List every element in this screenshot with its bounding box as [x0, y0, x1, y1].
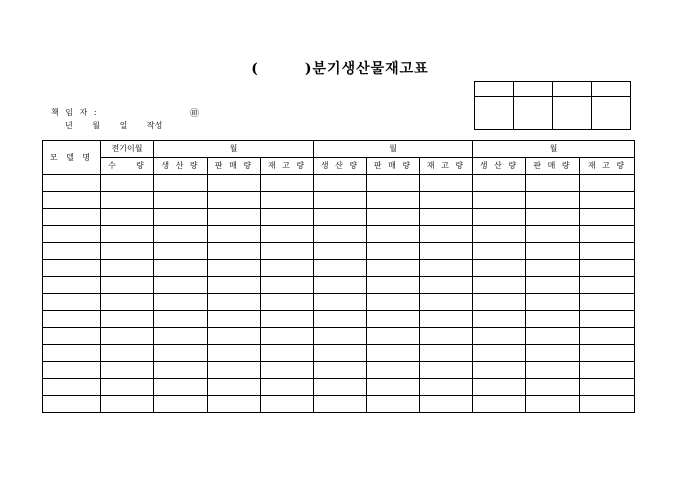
- table-row: [43, 226, 635, 243]
- table-cell: [314, 260, 367, 277]
- table-cell: [367, 396, 420, 413]
- table-cell: [154, 226, 208, 243]
- model-name-cell: [43, 345, 101, 362]
- table-cell: [367, 345, 420, 362]
- responsible-person-label: 책 임 자 :: [51, 108, 99, 117]
- date-day-label: 일: [119, 121, 128, 130]
- prev-month-header: 전기이월: [101, 141, 154, 158]
- table-cell: [367, 328, 420, 345]
- table-cell: [314, 345, 367, 362]
- table-cell: [526, 345, 580, 362]
- table-cell: [580, 396, 635, 413]
- table-cell: [154, 328, 208, 345]
- table-cell: [101, 192, 154, 209]
- table-cell: [261, 192, 314, 209]
- table-cell: [208, 311, 261, 328]
- seal-mark: ㊞: [190, 109, 200, 119]
- table-cell: [420, 362, 473, 379]
- approval-sign-cell: [514, 97, 553, 130]
- table-cell: [314, 226, 367, 243]
- table-cell: [261, 260, 314, 277]
- table-cell: [420, 226, 473, 243]
- model-name-cell: [43, 192, 101, 209]
- model-name-cell: [43, 379, 101, 396]
- table-cell: [473, 226, 526, 243]
- table-cell: [314, 362, 367, 379]
- table-cell: [473, 396, 526, 413]
- table-cell: [261, 277, 314, 294]
- table-row: [43, 243, 635, 260]
- table-cell: [154, 379, 208, 396]
- approval-header-cell: [475, 82, 514, 97]
- table-cell: [261, 243, 314, 260]
- table-cell: [101, 328, 154, 345]
- month-3-production-header: 생 산 량: [473, 158, 526, 175]
- table-row: [43, 294, 635, 311]
- model-name-cell: [43, 328, 101, 345]
- table-cell: [367, 362, 420, 379]
- table-cell: [473, 243, 526, 260]
- table-cell: [580, 294, 635, 311]
- title-open-paren: (: [251, 61, 259, 77]
- table-cell: [154, 311, 208, 328]
- table-cell: [580, 345, 635, 362]
- date-written-label: 작성: [146, 121, 163, 130]
- model-name-cell: [43, 362, 101, 379]
- table-cell: [367, 379, 420, 396]
- table-row: [43, 396, 635, 413]
- table-cell: [261, 209, 314, 226]
- table-row: [43, 362, 635, 379]
- table-cell: [154, 175, 208, 192]
- table-row: [43, 192, 635, 209]
- table-cell: [367, 226, 420, 243]
- table-cell: [367, 209, 420, 226]
- table-row: [43, 277, 635, 294]
- table-cell: [154, 209, 208, 226]
- table-cell: [314, 396, 367, 413]
- table-cell: [473, 379, 526, 396]
- table-cell: [473, 328, 526, 345]
- table-cell: [367, 277, 420, 294]
- table-cell: [473, 311, 526, 328]
- table-cell: [208, 209, 261, 226]
- table-cell: [473, 294, 526, 311]
- table-row: [43, 345, 635, 362]
- month-2-sales-header: 판 매 량: [367, 158, 420, 175]
- model-name-cell: [43, 277, 101, 294]
- table-row: [43, 175, 635, 192]
- table-cell: [420, 396, 473, 413]
- table-cell: [208, 277, 261, 294]
- table-cell: [208, 260, 261, 277]
- table-cell: [101, 345, 154, 362]
- table-cell: [420, 294, 473, 311]
- table-cell: [473, 192, 526, 209]
- month-1-header: 월: [154, 141, 314, 158]
- table-row: [43, 209, 635, 226]
- table-cell: [580, 175, 635, 192]
- month-2-production-header: 생 산 량: [314, 158, 367, 175]
- table-cell: [473, 175, 526, 192]
- table-cell: [154, 362, 208, 379]
- table-cell: [580, 362, 635, 379]
- model-name-cell: [43, 243, 101, 260]
- table-cell: [314, 379, 367, 396]
- table-cell: [420, 243, 473, 260]
- month-2-stock-header: 재 고 량: [420, 158, 473, 175]
- approval-header-cell: [553, 82, 592, 97]
- table-cell: [580, 379, 635, 396]
- table-cell: [420, 311, 473, 328]
- table-cell: [526, 192, 580, 209]
- table-cell: [580, 226, 635, 243]
- model-name-cell: [43, 294, 101, 311]
- table-cell: [580, 243, 635, 260]
- table-cell: [261, 396, 314, 413]
- month-3-stock-header: 재 고 량: [580, 158, 635, 175]
- table-cell: [154, 260, 208, 277]
- table-cell: [314, 192, 367, 209]
- table-cell: [526, 328, 580, 345]
- table-cell: [261, 311, 314, 328]
- table-cell: [420, 379, 473, 396]
- table-cell: [208, 396, 261, 413]
- table-cell: [208, 345, 261, 362]
- approval-header-cell: [592, 82, 631, 97]
- model-name-header: 모 델 명: [43, 141, 101, 175]
- approval-header-cell: [514, 82, 553, 97]
- table-cell: [526, 243, 580, 260]
- table-cell: [314, 243, 367, 260]
- table-cell: [101, 294, 154, 311]
- table-cell: [580, 260, 635, 277]
- table-cell: [580, 311, 635, 328]
- table-cell: [314, 294, 367, 311]
- table-cell: [101, 396, 154, 413]
- table-cell: [580, 192, 635, 209]
- table-cell: [261, 175, 314, 192]
- table-cell: [367, 260, 420, 277]
- table-cell: [420, 175, 473, 192]
- model-name-cell: [43, 226, 101, 243]
- table-cell: [367, 294, 420, 311]
- table-cell: [367, 192, 420, 209]
- table-cell: [154, 192, 208, 209]
- table-cell: [314, 209, 367, 226]
- table-cell: [420, 209, 473, 226]
- table-cell: [208, 243, 261, 260]
- table-cell: [208, 294, 261, 311]
- table-cell: [526, 175, 580, 192]
- table-cell: [101, 226, 154, 243]
- table-cell: [261, 345, 314, 362]
- header-row-1: [43, 141, 635, 158]
- table-cell: [314, 277, 367, 294]
- table-cell: [367, 311, 420, 328]
- title-text: )분기생산물재고표: [304, 61, 429, 77]
- table-cell: [154, 345, 208, 362]
- model-name-cell: [43, 260, 101, 277]
- table-cell: [208, 226, 261, 243]
- table-cell: [314, 175, 367, 192]
- table-cell: [208, 379, 261, 396]
- table-cell: [580, 209, 635, 226]
- model-name-cell: [43, 175, 101, 192]
- table-cell: [101, 175, 154, 192]
- table-cell: [526, 260, 580, 277]
- table-cell: [473, 362, 526, 379]
- model-name-cell: [43, 311, 101, 328]
- table-cell: [420, 345, 473, 362]
- table-cell: [101, 243, 154, 260]
- table-cell: [526, 396, 580, 413]
- table-cell: [420, 328, 473, 345]
- table-cell: [314, 328, 367, 345]
- table-cell: [580, 277, 635, 294]
- date-line: [65, 120, 162, 131]
- month-1-production-header: 생 산 량: [154, 158, 208, 175]
- month-3-header: 월: [473, 141, 635, 158]
- table-cell: [526, 226, 580, 243]
- table-cell: [261, 328, 314, 345]
- table-row: [43, 311, 635, 328]
- table-row: [43, 328, 635, 345]
- table-cell: [261, 379, 314, 396]
- header-row-2: [43, 158, 635, 175]
- model-name-cell: [43, 396, 101, 413]
- table-cell: [154, 277, 208, 294]
- table-cell: [526, 379, 580, 396]
- table-cell: [208, 192, 261, 209]
- table-cell: [420, 277, 473, 294]
- approval-box: [474, 81, 631, 130]
- table-cell: [101, 277, 154, 294]
- table-cell: [367, 175, 420, 192]
- table-cell: [101, 379, 154, 396]
- table-cell: [473, 209, 526, 226]
- table-cell: [154, 396, 208, 413]
- table-cell: [526, 311, 580, 328]
- table-cell: [526, 362, 580, 379]
- table-cell: [208, 175, 261, 192]
- inventory-table: [42, 140, 635, 413]
- month-3-sales-header: 판 매 량: [526, 158, 580, 175]
- table-cell: [261, 362, 314, 379]
- table-cell: [420, 260, 473, 277]
- table-cell: [526, 294, 580, 311]
- table-cell: [473, 345, 526, 362]
- table-cell: [101, 311, 154, 328]
- table-cell: [101, 209, 154, 226]
- date-month-label: 월: [92, 121, 101, 130]
- table-row: [43, 260, 635, 277]
- table-cell: [526, 277, 580, 294]
- table-cell: [101, 362, 154, 379]
- table-cell: [420, 192, 473, 209]
- model-name-cell: [43, 209, 101, 226]
- table-cell: [367, 243, 420, 260]
- form-title: [0, 58, 680, 78]
- table-cell: [154, 294, 208, 311]
- approval-sign-cell: [475, 97, 514, 130]
- table-cell: [473, 260, 526, 277]
- table-cell: [261, 226, 314, 243]
- month-2-header: 월: [314, 141, 473, 158]
- table-cell: [208, 328, 261, 345]
- date-year-label: 년: [65, 121, 73, 130]
- table-cell: [314, 311, 367, 328]
- approval-sign-cell: [553, 97, 592, 130]
- table-cell: [261, 294, 314, 311]
- approval-sign-cell: [592, 97, 631, 130]
- table-row: [43, 379, 635, 396]
- table-cell: [208, 362, 261, 379]
- table-cell: [101, 260, 154, 277]
- table-cell: [473, 277, 526, 294]
- month-1-sales-header: 판 매 량: [208, 158, 261, 175]
- table-cell: [580, 328, 635, 345]
- month-1-stock-header: 재 고 량: [261, 158, 314, 175]
- quantity-header: 수 량: [101, 158, 154, 175]
- table-cell: [154, 243, 208, 260]
- table-cell: [526, 209, 580, 226]
